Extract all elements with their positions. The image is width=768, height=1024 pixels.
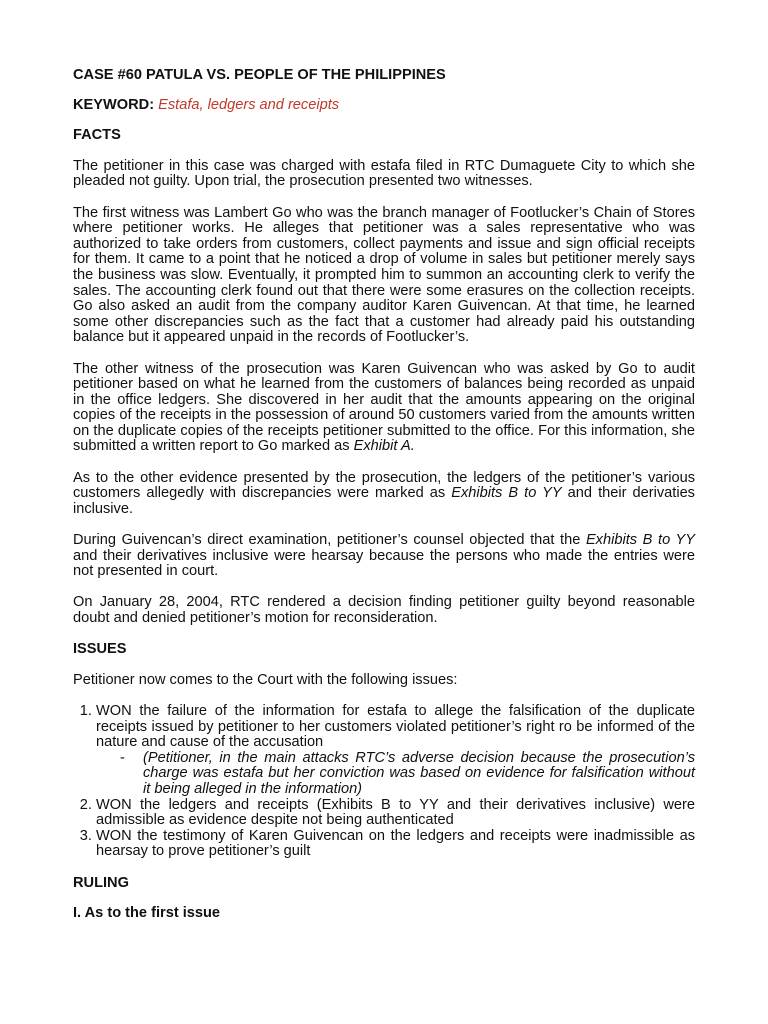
issue-1-subitem <box>120 751 695 798</box>
issue-item-2: 2. WON the ledgers and receipts (Exhibits B to YY and their derivatives inclusive) were admissible as evidence despite not being authenticated <box>96 798 695 829</box>
issue-item-1-text: WON the failure of the information for estafa to allege the falsification of the duplicate receipts issued by petitioner to her customers violated petitioner’s right ro be informed of the nature and cause of the accusation <box>96 702 695 751</box>
keyword-value: Estafa, ledgers and receipts <box>158 96 340 113</box>
facts-paragraph-4 <box>73 471 695 518</box>
facts-paragraph-3-text: The other witness of the prosecution was Karen Guivencan who was asked by Go to audit petitioner based on what he learned from the customers of balances being recorded as unpaid in the office ledgers. She discovered in her audit that the amounts appearing on the original copies of the receipts in the possession of around 50 customers varied from the amounts written on the duplicate copies of the receipts petitioner submitted to the office. For this information, she submitted a written report to Go marked as <box>73 360 695 455</box>
exhibits-b-yy-ref: Exhibits B to YY <box>451 485 562 502</box>
facts-paragraph-4-b: and their derivaties inclusive. <box>73 485 695 517</box>
facts-paragraph-1: The petitioner in this case was charged with estafa filed in RTC Dumaguete City to which she pleaded not guilty. Upon trial, the prosecution presented two witnesses. <box>73 157 695 190</box>
exhibit-a-ref: Exhibit A. <box>353 438 415 455</box>
issue-item-1 <box>96 704 695 798</box>
keyword-label: KEYWORD: <box>73 96 155 113</box>
facts-paragraph-5-b: and their derivatives inclusive were hearsay because the persons who made the entries were not presented in court. <box>73 547 695 580</box>
first-issue-heading: I. As to the first issue <box>73 905 221 922</box>
ruling-heading: RULING <box>73 874 129 891</box>
issues-list <box>73 704 695 860</box>
dash-bullet: - <box>120 749 125 766</box>
facts-paragraph-2: The first witness was Lambert Go who was the branch manager of Footlucker’s Chain of Stores where petitioner works. He alleges that petitioner was a sales representative who was authorized to take orders from customers, collect payments and issue and sign official receipts for them. It came to a point that he noticed a drop of volume in sales but petitioner merely says the business was slow. Eventually, it prompted him to summon an accounting clerk to verify the sales. The accounting clerk found out that there were some erasures on the collection receipts. Go also asked an audit from the company auditor Karen Guivencan. At that time, he learned some other discrepancies such as the fact that a customer had already paid his outstanding balance but it appeared unpaid in the records of Footlucker’s. <box>73 204 695 346</box>
facts-paragraph-5-a: During Guivencan’s direct examination, petitioner’s counsel objected that the <box>73 532 586 549</box>
facts-paragraph-3 <box>73 362 695 456</box>
exhibits-b-yy-ref-2: Exhibits B to YY <box>585 532 696 549</box>
facts-paragraph-4-a: As to the other evidence presented by the prosecution, the ledgers of the petitioner’s various customers allegedly with discrepancies were marked as <box>73 469 695 502</box>
issue-1-subitem-text: (Petitioner, in the main attacks RTC’s adverse decision because the prosecution’s charge was estafa but her conviction was based on evidence for falsification without it being alleged in the information) <box>143 749 695 797</box>
keyword-line <box>73 98 695 114</box>
case-title: CASE #60 PATULA VS. PEOPLE OF THE PHILIPPINES <box>73 67 446 83</box>
issues-heading: ISSUES <box>73 641 127 658</box>
facts-paragraph-5 <box>73 533 695 580</box>
issue-1-sublist <box>96 751 695 798</box>
issue-item-3: 3. WON the testimony of Karen Guivencan on the ledgers and receipts were inadmissible as hearsay to prove petitioner’s guilt <box>96 829 695 860</box>
issues-intro: Petitioner now comes to the Court with the following issues: <box>73 671 458 688</box>
facts-heading: FACTS <box>73 127 121 144</box>
facts-paragraph-6: On January 28, 2004, RTC rendered a decision finding petitioner guilty beyond reasonable doubt and denied petitioner’s motion for reconsideration. <box>73 594 695 626</box>
